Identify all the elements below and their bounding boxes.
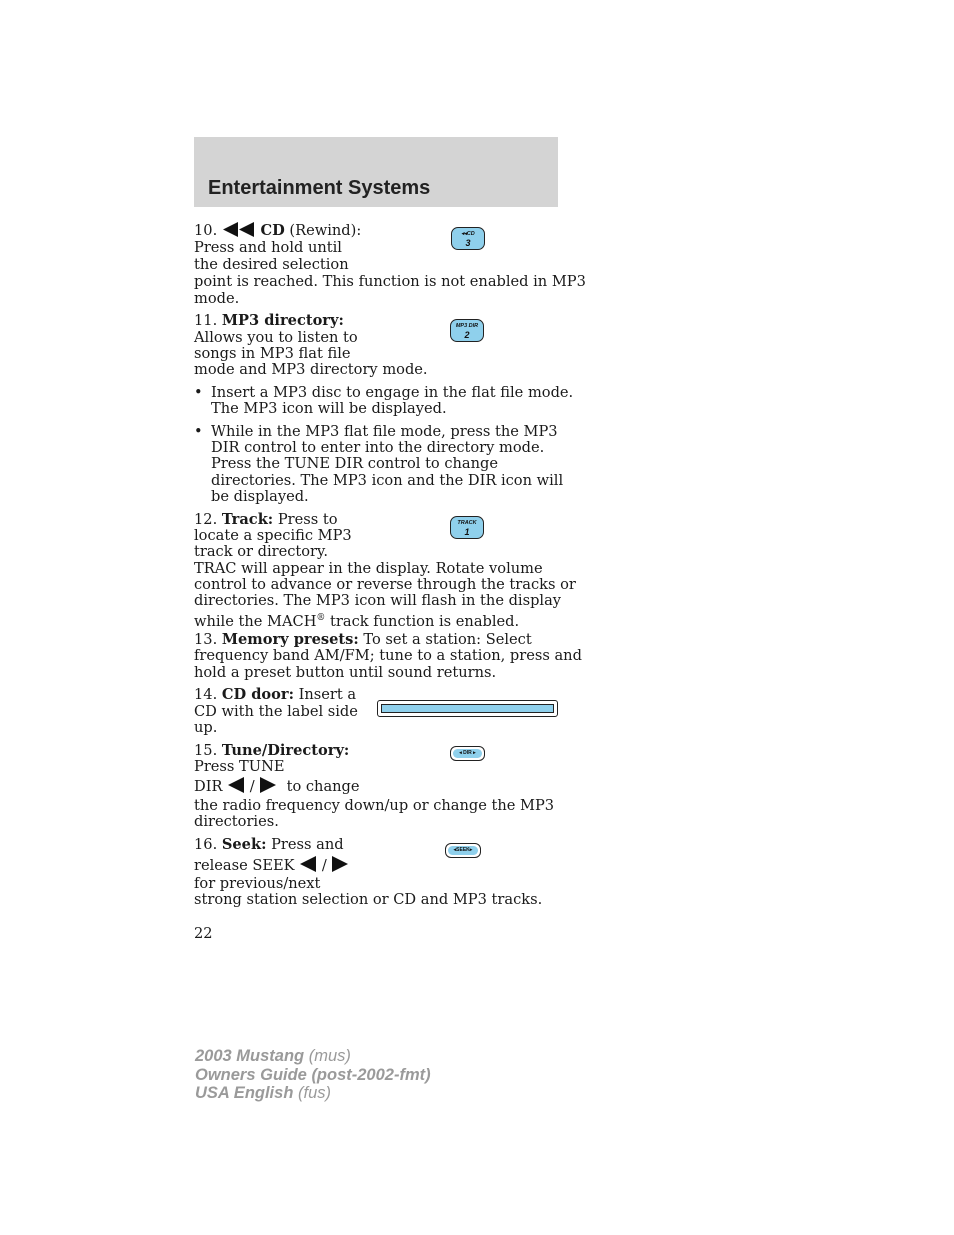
body-line: point is reached. This function is not enabled in MP3 — [194, 273, 586, 290]
footer-model: 2003 Mustang — [195, 1047, 305, 1065]
button-number: 1 — [464, 527, 470, 537]
right-arrow-icon — [259, 777, 277, 793]
body-line: mode and MP3 directory mode. — [194, 361, 428, 378]
footer-model-code: (mus) — [304, 1047, 351, 1065]
item-label-suffix: Insert a — [298, 686, 357, 703]
item-number: 12. — [194, 511, 218, 528]
body-line: Allows you to listen to — [194, 329, 358, 346]
body-line — [194, 856, 349, 875]
body-line: for previous/next — [194, 875, 321, 892]
body-line: the desired selection — [194, 256, 349, 273]
item-number: 11. — [194, 312, 218, 329]
item-label-suffix: (Rewind): — [289, 222, 362, 239]
section-title: Entertainment Systems — [208, 177, 431, 199]
body-text: track function is enabled. — [325, 612, 520, 630]
item-number: 13. — [194, 631, 218, 648]
body-line — [194, 777, 360, 796]
button-top-label: TRACK — [457, 520, 477, 526]
left-arrow-icon — [227, 777, 245, 793]
body-text: to change — [286, 778, 360, 795]
body-line: directories. — [194, 813, 279, 830]
track-button-illustration — [450, 516, 484, 539]
button-number: 2 — [464, 330, 470, 340]
body-text: release SEEK — [194, 857, 295, 874]
button-top-label: ◂◂CD — [461, 231, 475, 237]
item-label: Track: — [221, 511, 274, 528]
item-label: MP3 directory: — [221, 312, 344, 329]
item-label: Tune/Directory: — [221, 742, 350, 759]
body-line: locate a specific MP3 — [194, 527, 352, 544]
body-line: TRAC will appear in the display. Rotate volume — [194, 560, 543, 577]
item-label-suffix: To set a station: Select — [363, 631, 532, 648]
footer-guide: Owners Guide (post-2002-fmt) — [195, 1066, 431, 1084]
bullet-dot: • — [194, 423, 203, 440]
bullet-line: The MP3 icon will be displayed. — [211, 400, 447, 417]
item-10-heading — [194, 222, 361, 240]
item-number: 14. — [194, 686, 218, 703]
button-label: ◂ DIR ▸ — [453, 749, 482, 758]
body-line: mode. — [194, 290, 240, 307]
tune-dir-button-illustration — [450, 746, 485, 761]
mp3-dir-button-illustration — [450, 319, 484, 342]
body-line: Press TUNE — [194, 758, 285, 775]
bullet-line: Insert a MP3 disc to engage in the flat file mode. — [211, 384, 574, 401]
body-line — [194, 610, 519, 630]
seek-button-illustration — [445, 843, 481, 858]
body-text: while the MACH — [194, 612, 317, 630]
bullet-line: Press the TUNE DIR control to change — [211, 455, 499, 472]
button-label: ◂SEEK▸ — [448, 846, 478, 855]
bullet-line: DIR control to enter into the directory mode. — [211, 439, 545, 456]
item-label: CD door: — [221, 686, 294, 703]
body-line: hold a preset button until sound returns. — [194, 664, 497, 681]
footer-line-2 — [195, 1066, 431, 1085]
body-line: Press and hold until — [194, 239, 342, 256]
body-line: track or directory. — [194, 543, 328, 560]
body-text: DIR — [194, 778, 223, 795]
body-line: frequency band AM/FM; tune to a station, press and — [194, 647, 582, 664]
registered-mark: ® — [316, 613, 326, 623]
button-number: 3 — [465, 238, 471, 248]
footer-line-1 — [195, 1047, 351, 1066]
item-14-heading — [194, 687, 356, 704]
bullet-line: be displayed. — [211, 488, 309, 505]
cd-door-illustration — [377, 700, 558, 717]
body-line: the radio frequency down/up or change the MP3 — [194, 797, 555, 814]
item-label-suffix: Press and — [271, 836, 344, 853]
body-line: CD with the label side — [194, 703, 358, 720]
body-line: control to advance or reverse through the tracks or — [194, 576, 576, 593]
slash-text: / — [321, 857, 327, 874]
item-11-heading — [194, 313, 344, 330]
footer-language: USA English — [195, 1084, 294, 1102]
body-line: directories. The MP3 icon will flash in the display — [194, 592, 562, 609]
bullet-line: While in the MP3 flat file mode, press the MP3 — [211, 423, 558, 440]
bullet-line: directories. The MP3 icon and the DIR icon will — [211, 472, 564, 489]
item-label-suffix: Press to — [277, 511, 338, 528]
item-label: Memory presets: — [221, 631, 359, 648]
page-number: 22 — [194, 925, 213, 942]
body-line: songs in MP3 flat file — [194, 345, 351, 362]
right-arrow-icon — [331, 856, 349, 872]
left-arrow-icon — [299, 856, 317, 872]
cd-slot-opening — [381, 704, 554, 713]
rewind-cd-button-illustration — [451, 227, 485, 250]
bullet-dot: • — [194, 384, 203, 401]
item-number: 15. — [194, 742, 218, 759]
section-header-band — [194, 137, 558, 207]
footer-line-3 — [195, 1084, 331, 1103]
body-line: strong station selection or CD and MP3 tracks. — [194, 891, 543, 908]
item-label: Seek: — [221, 836, 267, 853]
footer-language-code: (fus) — [293, 1084, 331, 1102]
slash-text: / — [249, 778, 255, 795]
item-number: 16. — [194, 836, 218, 853]
item-label: CD — [260, 222, 285, 239]
button-top-label: MP3 DIR — [455, 323, 479, 329]
item-number: 10. — [194, 222, 218, 239]
item-16-heading — [194, 837, 344, 854]
body-line: up. — [194, 719, 218, 736]
rewind-icon — [222, 222, 256, 237]
